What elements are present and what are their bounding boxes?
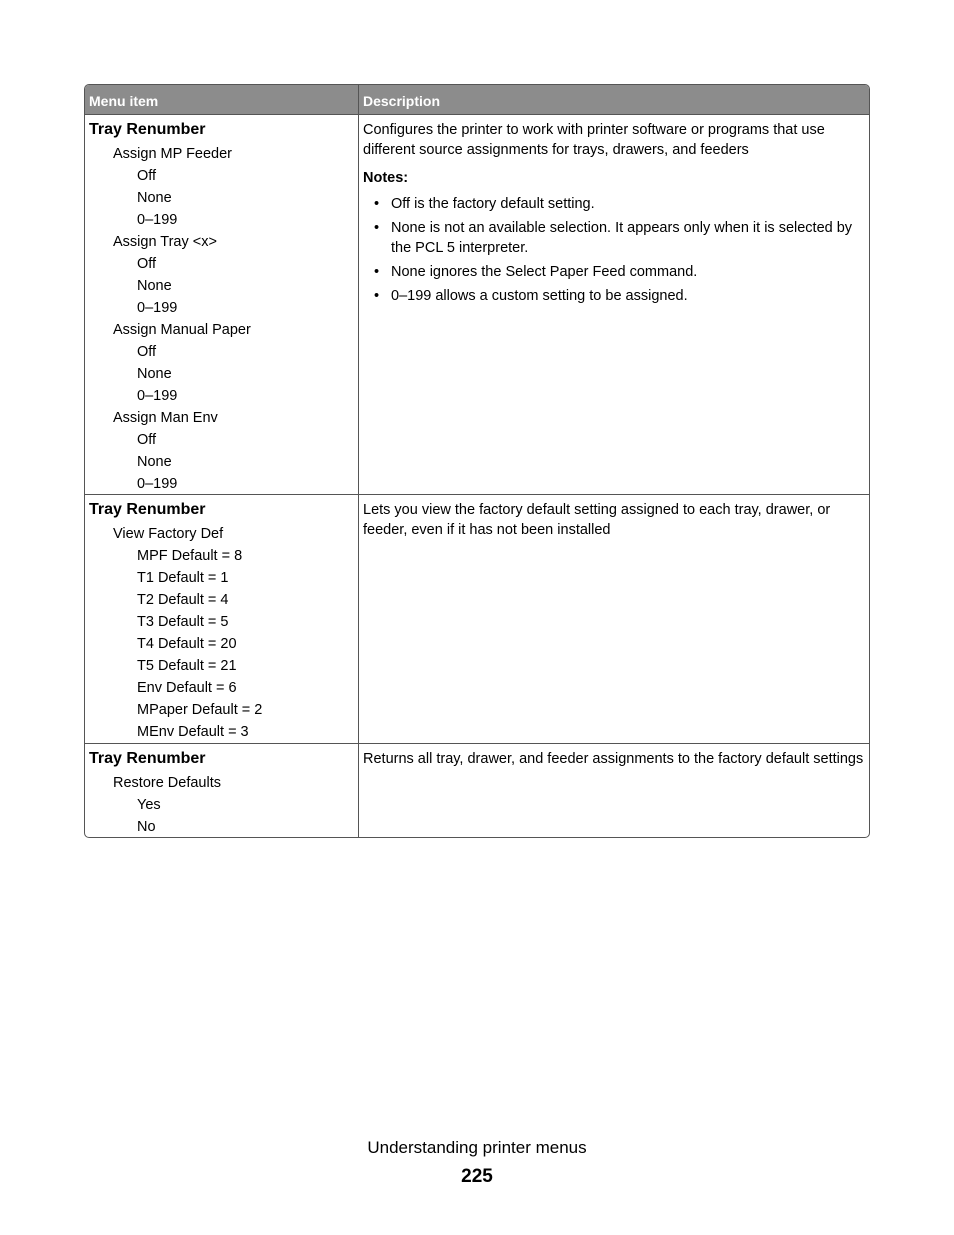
footer-section-title: Understanding printer menus <box>367 1138 587 1157</box>
menu-option: Off <box>137 432 157 448</box>
menu-option: MPaper Default = 2 <box>137 702 263 718</box>
note-item <box>363 195 865 215</box>
menu-item-cell <box>85 115 359 494</box>
menu-item-cell <box>85 744 359 837</box>
menu-option: Off <box>137 256 157 272</box>
menu-option: T4 Default = 20 <box>137 636 237 652</box>
menu-option: Off <box>137 344 157 360</box>
header-description: Description <box>363 93 441 109</box>
menu-title: Tray Renumber <box>89 501 206 518</box>
submenu-item: Restore Defaults <box>113 775 221 791</box>
menu-option: 0–199 <box>137 476 178 492</box>
menu-option: None <box>137 366 172 382</box>
submenu-item: Assign Tray <x> <box>113 234 217 250</box>
menu-option: 0–199 <box>137 300 178 316</box>
notes-list <box>363 195 865 306</box>
bullet-icon: • <box>374 220 380 236</box>
menu-option: Env Default = 6 <box>137 680 237 696</box>
menu-option: None <box>137 454 172 470</box>
table-row <box>85 494 869 743</box>
note-item <box>363 219 865 258</box>
menu-option: Off <box>137 168 157 184</box>
notes-label: Notes: <box>363 170 409 186</box>
menu-option: None <box>137 190 172 206</box>
menu-option: 0–199 <box>137 388 178 404</box>
menu-option: 0–199 <box>137 212 178 228</box>
menu-option: T1 Default = 1 <box>137 570 229 586</box>
table-row <box>85 743 869 837</box>
note-item <box>363 263 865 283</box>
description-text: Lets you view the factory default setting assigned to each tray, drawer, or feeder, even if it has not been installed <box>363 502 831 538</box>
bullet-icon: • <box>374 287 380 304</box>
header-menu-item: Menu item <box>85 85 359 114</box>
table-row <box>85 114 869 494</box>
note-item <box>363 287 865 307</box>
bullet-icon: • <box>374 196 380 212</box>
description-cell <box>359 744 869 837</box>
description-text: Configures the printer to work with printer software or programs that use different source assignments for trays, drawers, and feeders <box>363 122 825 158</box>
description-cell <box>359 115 869 494</box>
menu-option: T5 Default = 21 <box>137 658 237 674</box>
page-number: 225 <box>461 1166 493 1187</box>
submenu-item: Assign Man Env <box>113 410 218 426</box>
menu-option: None <box>137 278 172 294</box>
menu-option: Yes <box>137 797 161 813</box>
menu-option: MEnv Default = 3 <box>137 724 249 740</box>
note-text: None is not an available selection. It appears only when it is selected by the PCL 5 interpreter. <box>391 220 853 256</box>
description-cell <box>359 495 869 743</box>
menu-option: MPF Default = 8 <box>137 548 243 564</box>
menu-item-cell <box>85 495 359 743</box>
submenu-item: View Factory Def <box>113 526 224 542</box>
bullet-icon: • <box>374 263 380 280</box>
note-text: Off is the factory default setting. <box>391 196 595 212</box>
table-body <box>85 114 869 837</box>
menu-option: No <box>137 819 156 835</box>
menu-title: Tray Renumber <box>89 750 206 767</box>
menu-option: T2 Default = 4 <box>137 592 229 608</box>
printer-menu-table <box>84 84 870 838</box>
table-header-row <box>85 85 869 114</box>
menu-option: T3 Default = 5 <box>137 614 229 630</box>
submenu-item: Assign MP Feeder <box>113 146 233 162</box>
menu-title: Tray Renumber <box>89 121 206 138</box>
note-text: None ignores the Select Paper Feed command. <box>391 263 698 280</box>
submenu-item: Assign Manual Paper <box>113 322 251 338</box>
description-text: Returns all tray, drawer, and feeder assignments to the factory default settings <box>363 751 864 767</box>
note-text: 0–199 allows a custom setting to be assigned. <box>391 287 688 304</box>
